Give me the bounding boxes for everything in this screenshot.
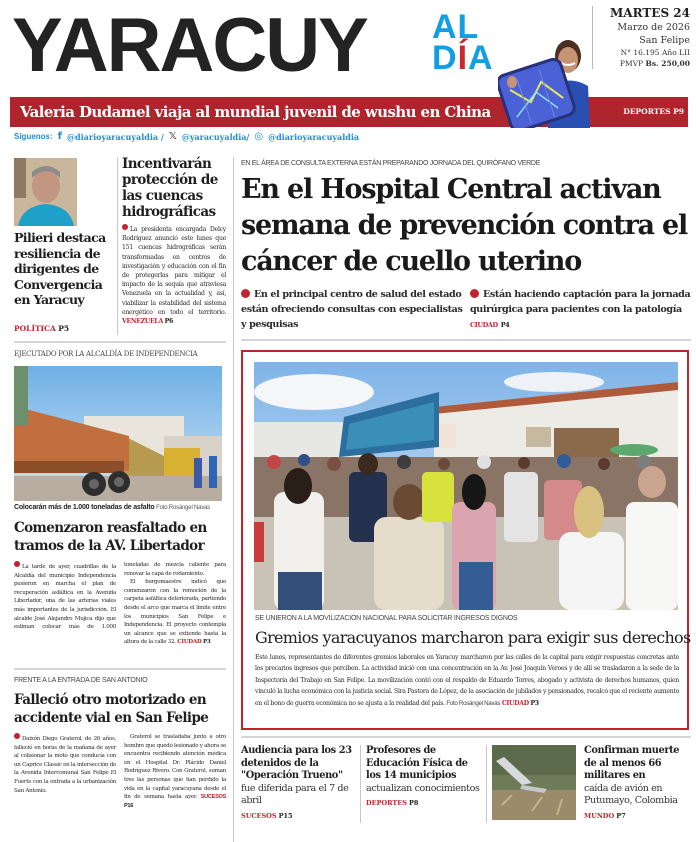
- logo-dia-a: A: [468, 39, 494, 77]
- asfalto-headline[interactable]: Comenzaron reasfaltado en tramos de la AV. Libertador: [14, 520, 207, 554]
- column-divider: [117, 157, 118, 335]
- gremios-kicker: SE UNIERON A LA MOVILIZACIÓN NACIONAL PARA SOLICITAR INGRESOS DIGNOS: [255, 615, 518, 622]
- page-ref: P7: [616, 811, 626, 820]
- instagram-handle[interactable]: @diarioyaracuyaldia: [268, 131, 360, 142]
- lead-bullet-text: Están haciendo captación para la jornada quirúrgica para pacientes con la patología: [470, 289, 691, 315]
- cuencas-headline[interactable]: Incentivarán protección de las cuencas hidrográficas: [122, 156, 218, 220]
- bottom-story-subtitle: actualizan conocimientos: [366, 782, 480, 794]
- issue-number: N° 16.195 Año LII: [620, 48, 690, 57]
- bullet-icon: [241, 289, 250, 298]
- date-day: MARTES 24: [610, 6, 690, 20]
- section-divider: [14, 668, 226, 670]
- photo-credit: Foto Rosángel Navas: [156, 505, 211, 511]
- column-divider: [486, 745, 487, 823]
- section-label[interactable]: SUCESOS: [200, 794, 226, 801]
- lead-kicker: EN EL ÁREA DE CONSULTA EXTERNA ESTÁN PREPARANDO JORNADA DEL QUIRÓFANO VERDE: [241, 160, 541, 167]
- banner-photo-valeria: [498, 32, 590, 128]
- asfalto-para-2: El burgomaestre indicó que comenzaron con la remoción de la carpeta asfáltica deteriorada, partiendo desde el arco que marca el límite entre los municipios San Felipe e Independencia. El proyecto contempla un alcance que se extiende hasta la altura de la calle 32.: [124, 579, 226, 646]
- bullet-icon: [14, 561, 20, 567]
- asfalto-caption: [14, 504, 226, 511]
- lead-bullet-1: [241, 287, 463, 332]
- lead-headline[interactable]: En el Hospital Central activan semana de prevención contra el cáncer de cuello uterino: [241, 174, 688, 277]
- price: [593, 58, 690, 69]
- facebook-icon[interactable]: f: [57, 131, 63, 142]
- page-ref: P6: [164, 318, 174, 326]
- bottom-story-subtitle: fue diferida para el 7 de abril: [241, 782, 349, 806]
- instagram-icon[interactable]: ◎: [254, 131, 264, 142]
- social-bar: [14, 131, 359, 142]
- cuencas-body: [122, 224, 226, 326]
- price-value: Bs. 250,00: [645, 59, 690, 68]
- facebook-handle[interactable]: @diarioyaracuyaldia /: [67, 131, 164, 142]
- lead-bullet-text: En el principal centro de salud del estado están ofreciendo consultas con especialistas y pesquisas: [241, 289, 463, 330]
- gremios-photo: [254, 362, 678, 610]
- page-ref: P3: [202, 639, 211, 646]
- price-label: PMVP: [619, 59, 644, 68]
- asfalto-photo: [14, 366, 222, 501]
- section-divider: [14, 341, 226, 343]
- section-label[interactable]: CIUDAD: [470, 321, 498, 329]
- moto-headline[interactable]: Falleció otro motorizado en accidente vial en San Felipe: [14, 692, 209, 726]
- page-ref: P3: [530, 699, 539, 707]
- section-divider: [241, 736, 691, 738]
- gremios-body: [255, 652, 679, 709]
- section-label[interactable]: VENEZUELA: [122, 318, 163, 326]
- bullet-icon: [122, 224, 128, 230]
- bottom-story-audiencia[interactable]: [241, 745, 357, 820]
- x-icon[interactable]: 𝕏: [168, 131, 177, 142]
- asfalto-body: [14, 561, 226, 647]
- page-ref: P15: [278, 811, 293, 820]
- logo-al: AL: [432, 8, 480, 46]
- bullet-icon: [14, 733, 20, 739]
- column-divider: [360, 745, 361, 823]
- gremios-feature-box: [241, 350, 689, 730]
- moto-kicker: FRENTE A LA ENTRADA DE SAN ANTONIO: [14, 677, 148, 684]
- section-label[interactable]: MUNDO: [584, 811, 615, 820]
- asfalto-kicker: EJECUTADO POR LA ALCALDÍA DE INDEPENDENCIA: [14, 350, 198, 358]
- page-ref: P8: [409, 799, 419, 807]
- photo-credit: Foto Rosángel Navas: [446, 699, 501, 707]
- date-box: [592, 6, 692, 69]
- gremios-headline[interactable]: Gremios yaracuyanos marcharon para exigir sus derechos: [255, 628, 691, 647]
- pilieri-headline[interactable]: Pilieri destaca resiliencia de dirigentes de Convergencia en Yaracuy: [14, 230, 106, 307]
- social-label: Síguenos:: [14, 132, 53, 141]
- caption-text: Colocarán más de 1.000 toneladas de asfalto: [14, 504, 155, 511]
- bottom-story-title: Audiencia para los 23 detenidos de la "Operación Trueno": [241, 745, 352, 781]
- asfalto-para-1: La tarde de ayer, cuadrillas de la Alcaldía del municipio Independencia pusieron en marcha el plan de recuperación asfáltica en la Avenida Libertador, una de las arterias viales más importantes de la jurisdicción. El alcalde José Alejandro Mujica dijo que estiman colocar más de 1.000 toneladas de mezcla caliente para renovar la capa de rodamiento.: [14, 562, 226, 631]
- bullet-icon: [470, 289, 479, 298]
- x-handle[interactable]: @yaracuyaldia/: [181, 131, 250, 142]
- bottom-story-profesores[interactable]: [366, 745, 482, 807]
- bottom-story-subtitle: caída de avión en Putumayo, Colombia: [584, 782, 678, 806]
- page-ref: P16: [124, 802, 134, 809]
- city: San Felipe: [639, 35, 690, 46]
- masthead-logo: YARACUY: [12, 3, 367, 88]
- banner-section[interactable]: DEPORTES P9: [623, 107, 684, 116]
- section-label[interactable]: CIUDAD: [501, 699, 529, 707]
- logo-dia-i: Í: [457, 39, 469, 77]
- pilieri-photo: [14, 158, 77, 226]
- bottom-story-title: Confirman muerte de al menos 66 militares en: [584, 745, 680, 781]
- lead-bullet-2: [470, 287, 692, 333]
- section-label[interactable]: CIUDAD: [177, 639, 202, 646]
- page-ref: P4: [500, 321, 510, 329]
- pilieri-section[interactable]: [14, 324, 69, 333]
- logo-dia-d: D: [432, 39, 458, 77]
- bottom-story-militares[interactable]: [584, 745, 690, 820]
- date-month: Marzo de 2026: [617, 22, 690, 33]
- section-label: POLÍTICA: [14, 324, 56, 333]
- section-label[interactable]: DEPORTES: [366, 799, 407, 807]
- column-divider: [233, 157, 234, 842]
- section-divider: [241, 339, 691, 341]
- gremios-text: Este lunes, representantes de diferentes gremios laborales en Yaracuy marcharon por las calles de la capital para exigir respuestas concretas ante los precarios ingresos que perciben. La actividad inició con una concentración en la Av. José Joaquín Veroes y de allí se trasladaron a la sede de la Inspectoría del Trabajo en San Felipe. La movilización contó con el respaldo de Eduardo Torres, abogado y activista de derechos humanos, quien vinculó la lucha económica con la justicia social. Sira Pastora de López, de la asociación de jubilados y pensionados, recalcó que el reciente aumento en el bono de guerra económica no se ajusta a la realidad del país.: [255, 654, 679, 707]
- moto-para-2: Graterol se trasladaba junto a otro hombre que quedó lesionado y ahora se encuentra recibiendo atención médica en el Hospital Dr. Plácido Daniel Rodríguez Rivero. Con Graterol, suman tres las personas que han perdido la vida en la capital yaracuyana desde el fin de semana hasta ayer.: [124, 734, 227, 801]
- page-ref: P5: [58, 324, 70, 333]
- cuencas-text: La presidenta encargada Delcy Rodríguez anunció este lunes que 151 cuencas hidrográficas serán transformadas en centros de investigación y educación con el fin de protegerlas para mitigar el impacto de la sequía que atraviesa Venezuela en la actualidad y, así, viabilizar la estabilidad del sistema energético en todo el territorio.: [122, 226, 226, 316]
- section-label[interactable]: SUCESOS: [241, 811, 277, 820]
- banner-headline[interactable]: Valeria Dudamel viaja al mundial juvenil de wushu en China: [20, 103, 491, 121]
- moto-body: [14, 733, 226, 810]
- plane-crash-photo: [492, 745, 576, 820]
- moto-para-1: Daixón Diego Graterol, de 26 años, falleció en horas de la mañana de ayer al colisionar la moto que conducía con un Caprice Classic en la intersección de la Avenida Intercomunal San Felipe El Fuerte con la entrada a la urbanización San Antonio.: [14, 736, 116, 794]
- bottom-story-title: Profesores de Educación Física de los 14 municipios: [366, 745, 468, 781]
